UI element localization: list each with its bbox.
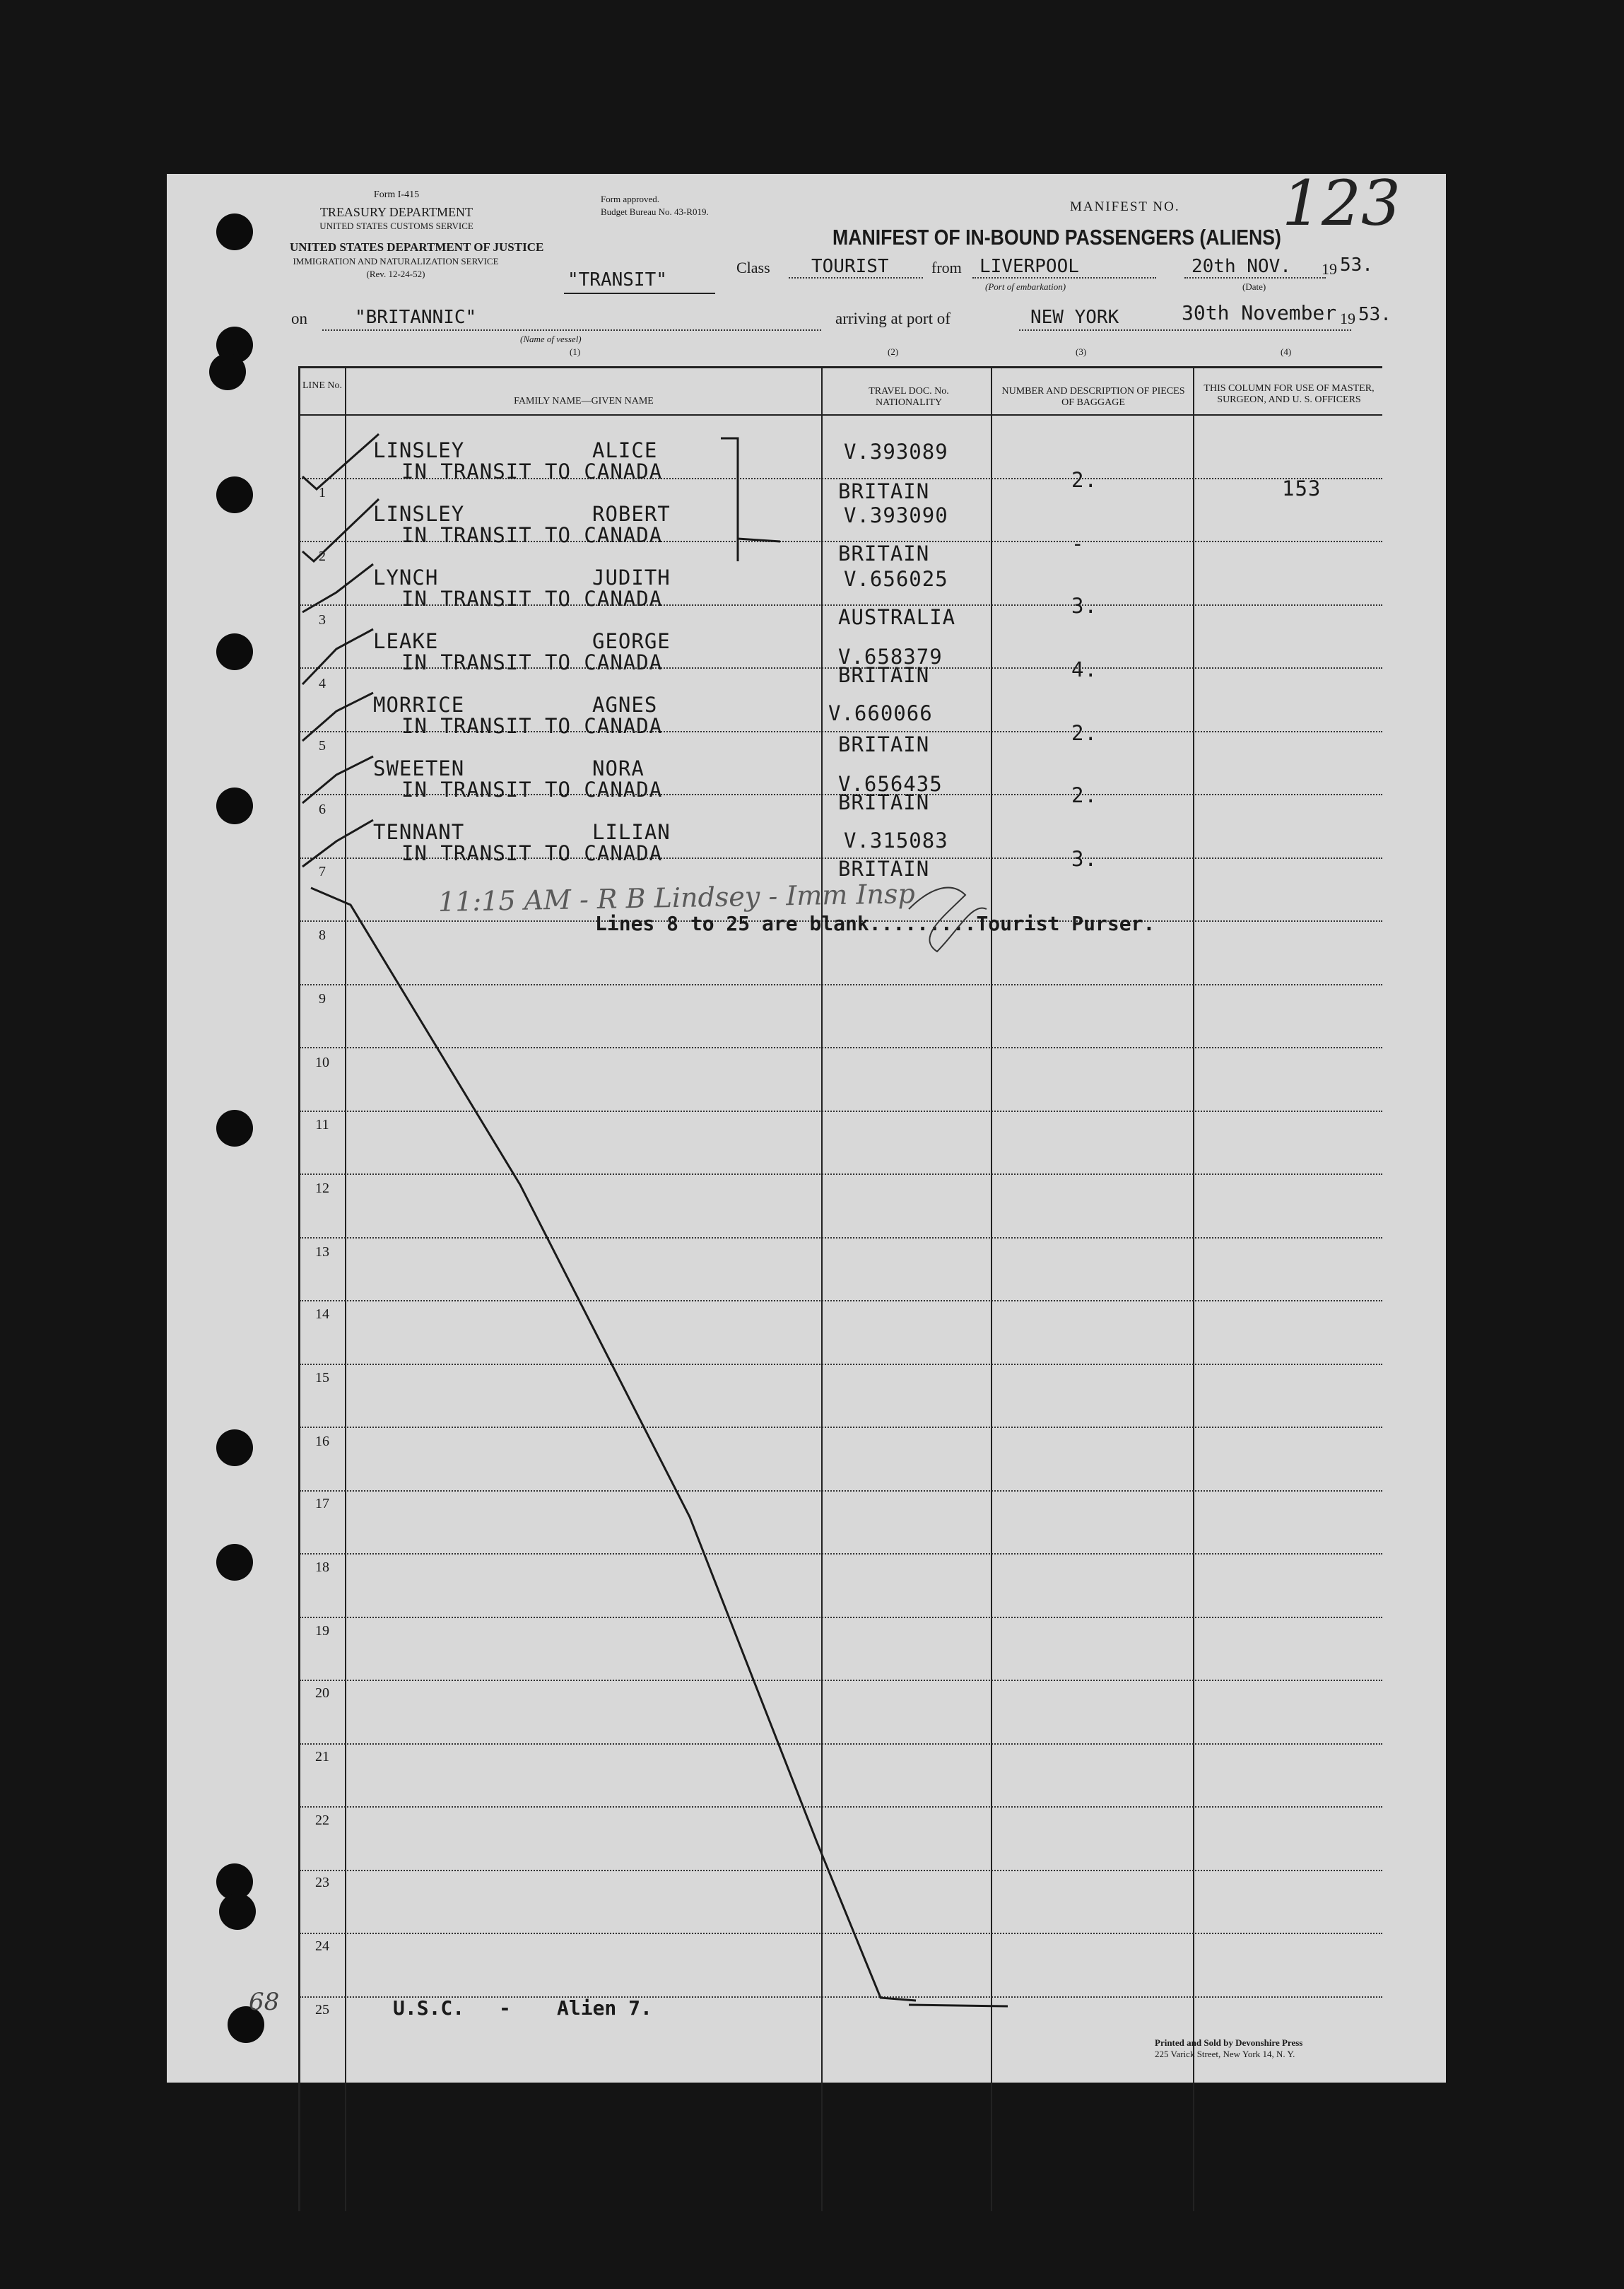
given-name: ROBERT: [592, 502, 671, 526]
given-name: AGNES: [592, 693, 658, 717]
line-number: 21: [315, 1749, 329, 1764]
on-label: on: [291, 310, 307, 327]
line-number: 14: [315, 1306, 329, 1322]
line-number: 6: [319, 802, 326, 817]
line-number: 10: [315, 1055, 329, 1070]
line-number: 7: [319, 864, 326, 879]
justice-dept: UNITED STATES DEPARTMENT OF JUSTICE: [290, 240, 544, 254]
baggage: -: [1071, 532, 1085, 556]
col-number-4: (4): [1281, 346, 1292, 357]
travel-doc: V.660066: [828, 701, 933, 725]
line-number: 9: [319, 991, 326, 1007]
given-name: GEORGE: [592, 629, 671, 653]
header-officers: THIS COLUMN FOR USE OF MASTER, SURGEON, AND U. S. OFFICERS: [1204, 383, 1375, 405]
line-number: 12: [315, 1181, 329, 1196]
line-number: 24: [315, 1938, 329, 1954]
baggage: 4.: [1071, 657, 1098, 681]
footer-dash: -: [499, 1996, 511, 2020]
line-number: 5: [319, 738, 326, 754]
line-number: 19: [315, 1623, 329, 1639]
header-name: FAMILY NAME—GIVEN NAME: [514, 396, 654, 406]
line-number: 18: [315, 1559, 329, 1575]
customs-service: UNITED STATES CUSTOMS SERVICE: [319, 221, 473, 231]
arrival-year-prefix: 19: [1340, 310, 1355, 327]
form-approved: Form approved.: [601, 194, 660, 204]
side-number: 68: [249, 1988, 280, 2016]
page-title: MANIFEST OF IN-BOUND PASSENGERS (ALIENS): [832, 225, 1281, 250]
footer-usc: U.S.C.: [393, 1996, 465, 2020]
manifest-no-label: MANIFEST NO.: [1070, 199, 1180, 214]
line-number: 22: [315, 1813, 329, 1828]
line-number: 20: [315, 1685, 329, 1701]
travel-doc: V.658379: [838, 645, 943, 669]
nationality: BRITAIN: [838, 479, 930, 503]
nationality: BRITAIN: [838, 541, 930, 566]
form-number: Form I-415: [373, 189, 420, 200]
nationality: AUSTRALIA: [838, 605, 956, 629]
nationality: BRITAIN: [838, 663, 930, 687]
nationality: BRITAIN: [838, 857, 930, 881]
class-label: Class: [736, 259, 770, 276]
class-value: TOURIST: [811, 256, 889, 277]
given-name: JUDITH: [592, 566, 671, 590]
vessel-caption: (Name of vessel): [520, 334, 582, 344]
transit-label: "TRANSIT": [567, 269, 667, 291]
travel-doc: V.393090: [844, 503, 948, 527]
nationality: BRITAIN: [838, 790, 930, 814]
line-number: 4: [319, 676, 326, 691]
handwritten-marks: [167, 174, 1446, 2083]
line-number: 8: [319, 927, 326, 943]
line-number: 17: [315, 1496, 329, 1511]
ins-service: IMMIGRATION AND NATURALIZATION SERVICE: [293, 256, 499, 267]
baggage: 3.: [1071, 594, 1098, 618]
given-name: NORA: [592, 756, 645, 780]
family-name: TENNANT: [373, 820, 465, 844]
family-name: LEAKE: [373, 629, 439, 653]
transit-note: IN TRANSIT TO CANADA: [401, 459, 663, 484]
baggage: 2.: [1071, 783, 1098, 807]
header-line-no: LINE No.: [302, 380, 342, 391]
transit-note: IN TRANSIT TO CANADA: [401, 778, 663, 802]
col-number-2: (2): [888, 346, 899, 357]
port-caption: (Port of embarkation): [985, 281, 1066, 292]
transit-note: IN TRANSIT TO CANADA: [401, 841, 663, 865]
officer-note: 153: [1282, 476, 1322, 500]
line-number: 13: [315, 1244, 329, 1260]
family-name: LYNCH: [373, 566, 439, 590]
transit-note: IN TRANSIT TO CANADA: [401, 587, 663, 611]
family-name: MORRICE: [373, 693, 465, 717]
revision: (Rev. 12-24-52): [366, 269, 425, 279]
given-name: LILIAN: [592, 820, 671, 844]
footer-alien-count: Alien 7.: [557, 1996, 652, 2020]
col-number-1: (1): [570, 346, 581, 357]
travel-doc: V.393089: [844, 440, 948, 464]
line-number: 25: [315, 2002, 329, 2018]
handwritten-annotation: 11:15 AM - R B Lindsey - Imm Insp: [437, 878, 916, 918]
header-travel-doc: TRAVEL DOC. No. NATIONALITY: [869, 386, 949, 408]
departure-date: 20th NOV.: [1191, 256, 1291, 277]
line-number: 1: [319, 485, 326, 500]
travel-doc: V.315083: [844, 829, 948, 853]
line-number: 2: [319, 549, 326, 564]
family-name: SWEETEN: [373, 756, 465, 780]
line-number: 15: [315, 1370, 329, 1386]
col-number-3: (3): [1076, 346, 1087, 357]
line-number: 3: [319, 612, 326, 628]
baggage: 3.: [1071, 847, 1098, 871]
line-number: 16: [315, 1434, 329, 1449]
transit-note: IN TRANSIT TO CANADA: [401, 714, 663, 738]
header-baggage: NUMBER AND DESCRIPTION OF PIECES OF BAGGAGE: [1001, 386, 1185, 408]
arrival-year: 53.: [1358, 304, 1391, 325]
manifest-page: [167, 167, 1446, 2083]
arrival-date: 30th November: [1182, 301, 1337, 324]
line-number: 11: [315, 1117, 329, 1132]
blank-lines-note: Lines 8 to 25 are blank.........Tourist Purser.: [595, 912, 1155, 935]
printer-line-1: Printed and Sold by Devonshire Press: [1155, 2037, 1303, 2048]
transit-note: IN TRANSIT TO CANADA: [401, 523, 663, 547]
arriving-label: arriving at port of: [835, 310, 951, 327]
travel-doc: V.656435: [838, 772, 943, 796]
from-port: LIVERPOOL: [979, 256, 1079, 277]
vessel-name: "BRITANNIC": [355, 307, 477, 328]
nationality: BRITAIN: [838, 732, 930, 756]
from-label: from: [931, 259, 962, 276]
family-name: LINSLEY: [373, 438, 465, 462]
baggage: 2.: [1071, 721, 1098, 745]
manifest-number: 123: [1282, 167, 1401, 240]
line-number: 23: [315, 1875, 329, 1890]
travel-doc: V.656025: [844, 567, 948, 591]
printer-line-2: 225 Varick Street, New York 14, N. Y.: [1155, 2049, 1295, 2059]
departure-year: 53.: [1340, 254, 1373, 276]
budget-bureau: Budget Bureau No. 43-R019.: [601, 206, 709, 217]
date-caption: (Date): [1242, 281, 1266, 292]
arrival-port: NEW YORK: [1030, 307, 1119, 328]
transit-note: IN TRANSIT TO CANADA: [401, 650, 663, 674]
baggage: 2.: [1071, 468, 1098, 492]
family-name: LINSLEY: [373, 502, 465, 526]
treasury-dept: TREASURY DEPARTMENT: [319, 205, 473, 219]
departure-year-prefix: 19: [1322, 260, 1337, 278]
given-name: ALICE: [592, 438, 658, 462]
